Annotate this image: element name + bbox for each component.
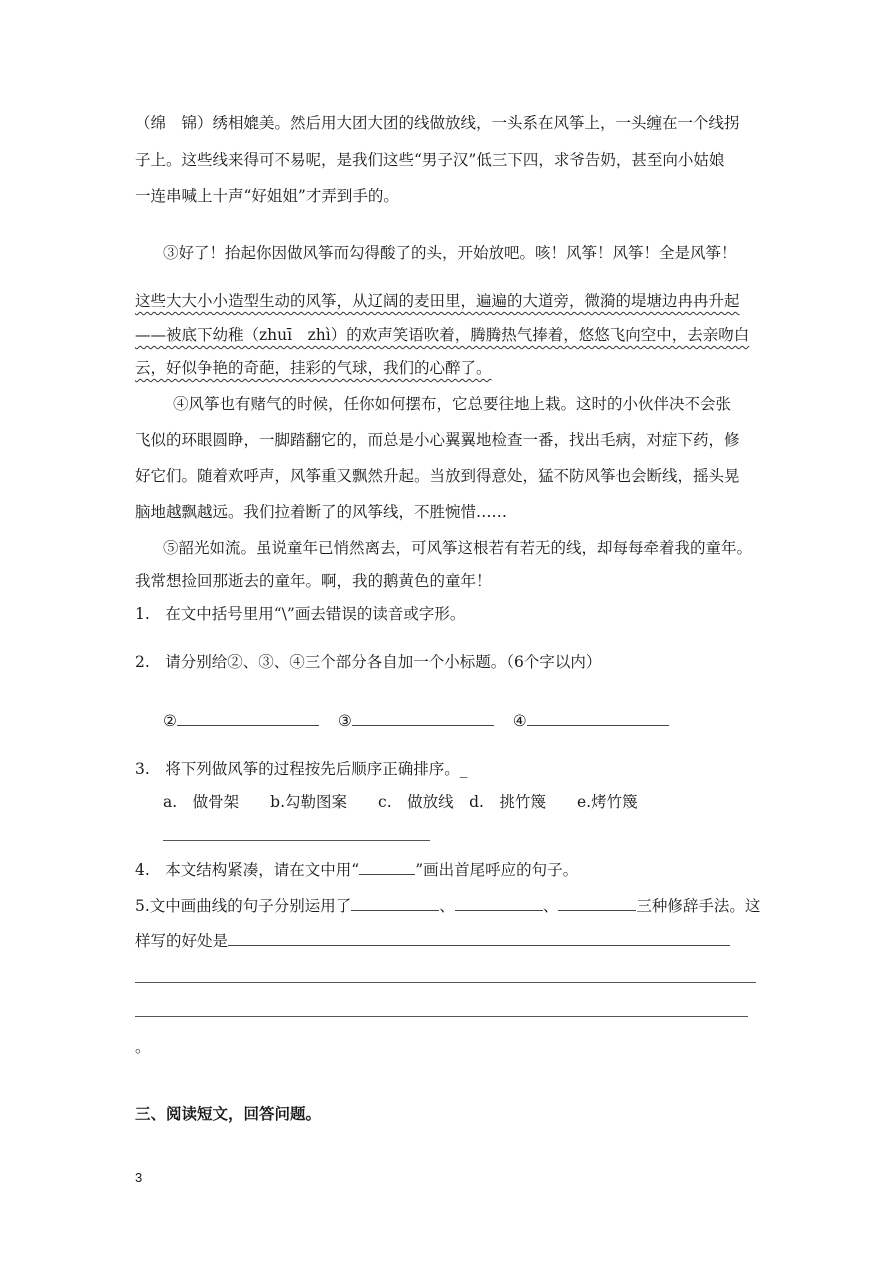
question-3: 3. 将下列做风筝的过程按先后顺序正确排序。_ <box>135 760 468 778</box>
passage-line: 好它们。随着欢呼声，风筝重又飘然升起。当放到得意处，猛不防风筝也会断线，摇头晃 <box>135 467 740 485</box>
passage-line: 一连串喊上十声“好姐姐”才弄到手的。 <box>135 187 399 205</box>
passage-line: 我常想捡回那逝去的童年。啊，我的鹅黄色的童年！ <box>135 572 492 590</box>
answer-blank[interactable] <box>228 931 730 946</box>
wavy-underlined-line: 这些大大小小造型生动的风筝，从辽阔的麦田里，遍遍的大道旁，微漪的堤塘边冉冉升起 <box>135 292 740 310</box>
wavy-underlined-line: ——被底下幼稚（zhuī zhì）的欢声笑语吹着，腾腾热气捧着，悠悠飞向空中，去亲吻白 <box>135 326 750 344</box>
question-5: 5.文中画曲线的句子分别运用了 、 、 三种修辞手法。这 <box>135 897 761 915</box>
wavy-underlined-line: 云，好似争艳的奇葩，挂彩的气球，我们的心醉了。 <box>135 359 492 377</box>
question-3-options: a. 做骨架 b.勾勒图案 c. 做放线 d. 挑竹篾 e.烤竹篾 <box>163 793 638 811</box>
answer-row-q2: ② ③ ④ <box>163 711 669 731</box>
question-1: 1. 在文中括号里用“\”画去错误的读音或字形。 <box>135 605 466 623</box>
passage-line: 飞似的环眼圆睁，一脚踏翻它的，而总是小心翼翼地检查一番，找出毛病，对症下药，修 <box>135 431 740 449</box>
answer-blank[interactable] <box>558 896 636 911</box>
answer-blank[interactable] <box>527 711 669 726</box>
question-4: 4. 本文结构紧凑，请在文中用“ ”画出首尾呼应的句子。 <box>135 861 579 879</box>
answer-blank[interactable] <box>359 860 415 875</box>
page-number: 3 <box>135 1170 143 1185</box>
answer-line[interactable] <box>135 982 756 983</box>
passage-line: （绵 锦）绣相媲美。然后用大团大团的线做放线，一头系在风筝上，一头缠在一个线拐 <box>135 114 740 132</box>
answer-line[interactable] <box>135 1016 748 1017</box>
answer-blank[interactable] <box>351 896 439 911</box>
section-heading: 三、阅读短文，回答问题。 <box>135 1105 322 1123</box>
passage-line: 脑地越飘越远。我们拉着断了的风筝线，不胜惋惜…… <box>135 503 508 521</box>
passage-line: ③好了！抬起你因做风筝而勾得酸了的头，开始放吧。咳！风筝！风筝！全是风筝！ <box>163 244 737 262</box>
answer-blank[interactable] <box>455 896 543 911</box>
passage-line: ④风筝也有赌气的时候，任你如何摆布，它总要往地上栽。这时的小伙伴决不会张 <box>173 395 732 413</box>
question-5-cont: 样写的好处是 <box>135 931 730 951</box>
question-2: 2. 请分别给②、③、④三个部分各自加一个小标题。（6个字以内） <box>135 653 602 671</box>
question-5-end: 。 <box>135 1038 151 1056</box>
answer-blank[interactable] <box>177 711 319 726</box>
passage-line: ⑤韶光如流。虽说童年已悄然离去，可风筝这根若有若无的线，却每每牵着我的童年。 <box>163 539 753 557</box>
passage-line: 子上。这些线来得可不易呢，是我们这些“男子汉”低三下四，求爷告奶，甚至向小姑娘 <box>135 151 725 169</box>
answer-line[interactable] <box>163 840 430 841</box>
answer-blank[interactable] <box>352 711 494 726</box>
